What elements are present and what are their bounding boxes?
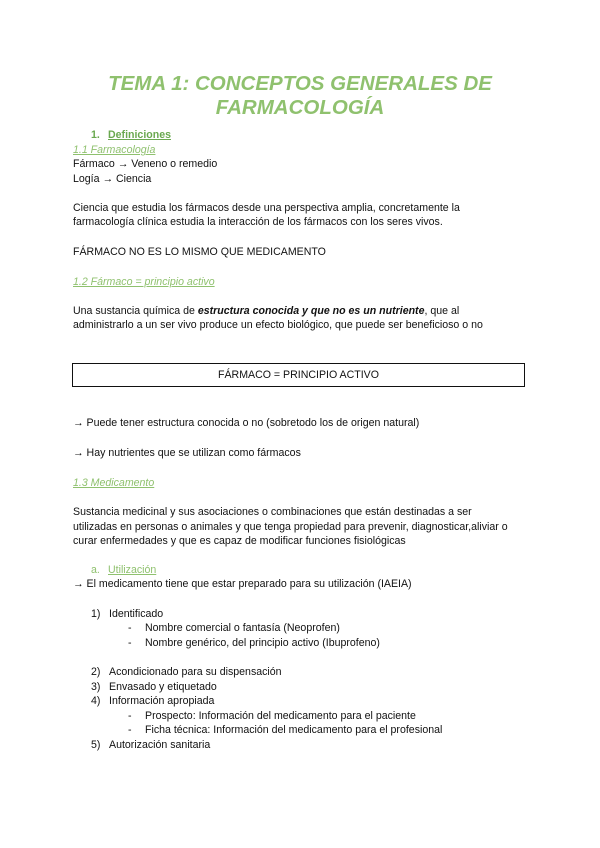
sub-item-nombre-generico: Nombre genérico, del principio activo (Ibuprofeno)	[145, 637, 380, 649]
paragraph-farmaco-pre: Una sustancia química de	[73, 305, 198, 317]
paragraph-farmaco-bold: estructura conocida y que no es un nutriente	[197, 305, 425, 317]
list-dash: -	[128, 622, 132, 634]
paragraph-medicamento-2: utilizadas en personas o animales y que tenga propiedad para prevenir, diagnosticar,aliviar o	[73, 521, 508, 533]
list-dash: -	[128, 637, 132, 649]
subheading-farmaco-principio-activo: 1.2 Fármaco = principio activo	[73, 276, 215, 288]
arrow-note-iaeia: → El medicamento tiene que estar preparado para su utilización (IAEIA)	[73, 578, 412, 590]
title-line-2: FARMACOLOGÍA	[215, 96, 385, 119]
list-dash: -	[128, 724, 132, 736]
paragraph-medicamento-1: Sustancia medicinal y sus asociaciones o combinaciones que están destinadas a ser	[73, 506, 472, 518]
sub-item-prospecto: Prospecto: Información del medicamento para el paciente	[145, 710, 416, 722]
sub-item-nombre-comercial: Nombre comercial o fantasía (Neoprofen)	[145, 622, 340, 634]
text-farmaco-no-medicamento: FÁRMACO NO ES LO MISMO QUE MEDICAMENTO	[73, 246, 326, 258]
text-logia-ciencia: Logía → Ciencia	[73, 173, 152, 185]
section-number: 1.	[91, 129, 100, 141]
paragraph-medicamento-3: curar enfermedades y que es capaz de modificar funciones fisiológicas	[73, 535, 406, 547]
arrow-note-nutrientes: → Hay nutrientes que se utilizan como fármacos	[73, 447, 301, 459]
paragraph-farmacologia-1: Ciencia que estudia los fármacos desde una perspectiva amplia, concretamente la	[73, 202, 460, 214]
list-number: 4)	[91, 695, 101, 707]
boxed-definition-text: FÁRMACO = PRINCIPIO ACTIVO	[218, 369, 379, 381]
paragraph-farmaco-2: administrarlo a un ser vivo produce un efecto biológico, que puede ser beneficioso o no	[73, 319, 483, 331]
paragraph-farmacologia-2: farmacología clínica estudia la interacción de los fármacos con los seres vivos.	[73, 216, 443, 228]
list-marker-a: a.	[91, 564, 100, 576]
list-item-identificado: Identificado	[109, 608, 164, 620]
list-item-autorizacion: Autorización sanitaria	[109, 739, 211, 751]
section-heading-definiciones: Definiciones	[108, 129, 171, 141]
list-item-envasado: Envasado y etiquetado	[109, 681, 217, 693]
list-number: 1)	[91, 608, 101, 620]
list-number: 2)	[91, 666, 101, 678]
page-title	[0, 72, 600, 120]
list-number: 3)	[91, 681, 101, 693]
arrow-note-estructura: → Puede tener estructura conocida o no (sobretodo los de origen natural)	[73, 417, 420, 429]
text-farmaco-veneno: Fármaco → Veneno o remedio	[73, 158, 218, 170]
list-item-acondicionado: Acondicionado para su dispensación	[109, 666, 282, 678]
subheading-medicamento: 1.3 Medicamento	[73, 477, 155, 489]
boxed-definition	[72, 363, 525, 387]
subheading-farmacologia: 1.1 Farmacología	[73, 144, 156, 156]
sub-item-ficha-tecnica: Ficha técnica: Información del medicamento para el profesional	[145, 724, 443, 736]
list-item-informacion: Información apropiada	[109, 695, 215, 707]
subheading-utilizacion: Utilización	[108, 564, 157, 576]
list-number: 5)	[91, 739, 101, 751]
title-line-1: TEMA 1: CONCEPTOS GENERALES DE	[108, 72, 492, 95]
paragraph-farmaco-1	[73, 304, 459, 318]
paragraph-farmaco-post: , que al	[424, 305, 460, 317]
list-dash: -	[128, 710, 132, 722]
